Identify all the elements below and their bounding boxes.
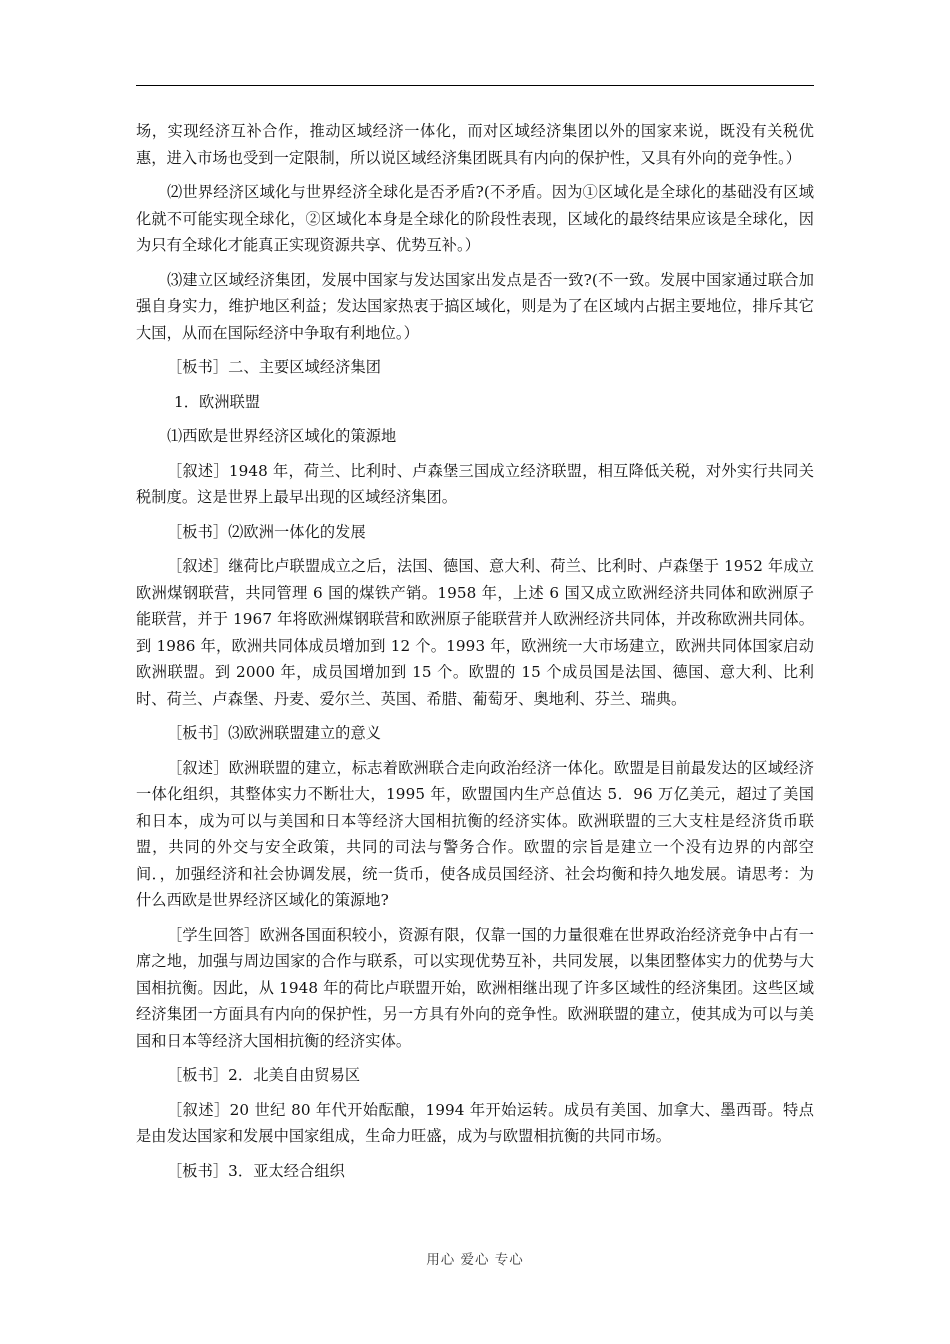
subheading-1: ⑴西欧是世界经济区域化的策源地 (167, 427, 397, 445)
blackboard-subheading-3: ［板书］⑶欧洲联盟建立的意义 (167, 724, 382, 742)
header-rule (136, 85, 814, 86)
blackboard-nafta: ［板书］2．北美自由贸易区 (167, 1066, 361, 1084)
blackboard-apec: ［板书］3．亚太经合组织 (167, 1161, 345, 1180)
narration-nafta: ［叙述］20 世纪 80 年代开始酝酿，1994 年开始运转。成员有美国、加拿大、墨西哥。特点是由发达国家和发展中国家组成，生命力旺盛，成为与欧盟相抗衡的共同市场。 (136, 1100, 814, 1145)
document-body (136, 118, 814, 1192)
question-3: ⑶建立区域经济集团，发展中国家与发达国家出发点是否一致?(不一致。发展中国家通过联合加强自身实力，维护地区利益；发达国家热衷于搞区域化，则是为了在区域内占据主要地位，排斥其它大国，从而在国际经济中争取有利地位。） (136, 270, 814, 342)
blackboard-heading: ［板书］二、主要区域经济集团 (167, 358, 382, 376)
narration-1948: ［叙述］1948 年，荷兰、比利时、卢森堡三国成立经济联盟，相互降低关税，对外实行共同关税制度。这是世界上最早出现的区域经济集团。 (136, 461, 814, 506)
student-answer: ［学生回答］欧洲各国面积较小，资源有限，仅靠一国的力量很难在世界政治经济竞争中占有一席之地，加强与周边国家的合作与联系，可以实现优势互补，共同发展，以集团整体实力的优势与大国相抗衡。因此，从 1948 年的荷比卢联盟开始，欧洲相继出现了许多区域性的经济集团。这些区域经济集团一方面具有内向的保护性，另一方具有外向的竞争性。欧洲联盟的建立，使其成为可以与美国和日本等经济大国相抗衡的经济实体。 (136, 925, 814, 1050)
paragraph-continuation: 场，实现经济互补合作，推动区域经济一体化，而对区域经济集团以外的国家来说，既没有关税优惠，进入市场也受到一定限制，所以说区域经济集团既具有内向的保护性，又具有外向的竞争性。） (136, 122, 814, 167)
narration-eu-development: ［叙述］继荷比卢联盟成立之后，法国、德国、意大利、荷兰、比利时、卢森堡于 1952 年成立欧洲煤钢联营，共同管理 6 国的煤铁产销。1958 年，上述 6 国又成立欧洲经济共同体和欧洲原子能联营，并于 1967 年将欧洲煤钢联营和欧洲原子能联营并人欧洲经济共同体，并改称欧洲共同体。到 1986 年，欧洲共同体成员增加到 12 个。1993 年，欧洲统一大市场建立，欧洲共同体国家启动欧洲联盟。到 2000 年，成员国增加到 15 个。欧盟的 15 个成员国是法国、德国、意大利、比利时、荷兰、卢森堡、丹麦、爱尔兰、英国、希腊、葡萄牙、奥地利、芬兰、瑞典。 (136, 557, 814, 708)
blackboard-subheading-2: ［板书］⑵欧洲一体化的发展 (167, 522, 366, 541)
section-heading-eu: 1．欧洲联盟 (174, 392, 261, 411)
page-footer: 用心 爱心 专心 (426, 1252, 524, 1268)
question-2: ⑵世界经济区域化与世界经济全球化是否矛盾?(不矛盾。因为①区域化是全球化的基础没有区域化就不可能实现全球化，②区域化本身是全球化的阶段性表现，区域化的最终结果应该是全球化，因为只有全球化才能真正实现资源共享、优势互补。） (136, 183, 814, 254)
narration-eu-significance: ［叙述］欧洲联盟的建立，标志着欧洲联合走向政治经济一体化。欧盟是目前最发达的区域经济一体化组织，其整体实力不断壮大，1995 年，欧盟国内生产总值达 5．96 万亿美元，超过了美国和日本，成为可以与美国和日本等经济大国相抗衡的经济实体。欧洲联盟的三大支柱是经济货币联盟，共同的外交与安全政策，共同的司法与警务合作。欧盟的宗旨是建立一个没有边界的内部空间．，加强经济和社会协调发展，统一货币，使各成员国经济、社会均衡和持久地发展。请思考：为什么西欧是世界经济区域化的策源地? (136, 758, 814, 909)
